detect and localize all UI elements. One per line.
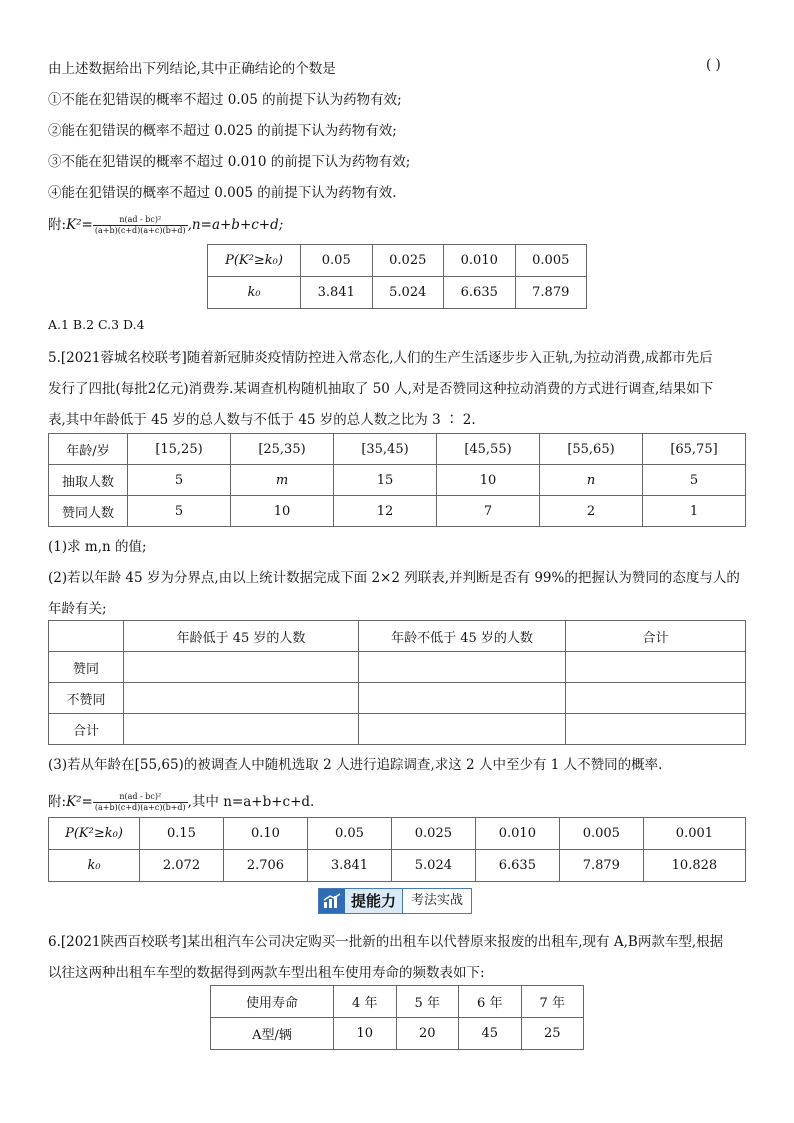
q6-intro-1: 6.[2021陕西百校联考]某出租汽车公司决定购买一批新的出租车以代替原来报废的出租车,现有 A,B两款车型,根据	[48, 934, 724, 950]
contingency-cell	[566, 714, 746, 745]
q4-table-cell: 7.879	[515, 277, 587, 309]
q6-table-cell: 45	[459, 1018, 522, 1050]
q5-crit-cell: 0.005	[559, 818, 643, 850]
q5-table-cell: 15	[334, 465, 437, 496]
q4-options: A.1 B.2 C.3 D.4	[48, 317, 145, 332]
q5-intro-1: 5.[2021蓉城名校联考]随着新冠肺炎疫情防控进入常态化,人们的生产生活逐步步入正轨,为拉动消费,成都市先后	[48, 350, 713, 366]
q5-critical-table	[48, 817, 746, 882]
q5-table-cell: 5	[643, 465, 746, 496]
q4-table-cell: 0.005	[515, 245, 587, 277]
q5-crit-cell: 6.635	[475, 850, 559, 882]
q5-crit-row1-head: P(K²≥k₀)	[49, 818, 140, 850]
q4-table-cell: 0.025	[372, 245, 444, 277]
q5-crit-cell: 0.010	[475, 818, 559, 850]
chart-up-icon	[319, 889, 345, 913]
banner-subtitle: 考法实战	[402, 889, 471, 913]
q6-table-head: 6 年	[459, 986, 522, 1018]
q5-table-cell: 7	[437, 496, 540, 527]
contingency-cell	[359, 683, 566, 714]
q5-intro-3: 表,其中年龄低于 45 岁的总人数与不低于 45 岁的总人数之比为 3 ∶ 2.	[48, 412, 476, 428]
q4-formula	[48, 213, 283, 236]
q5-crit-cell: 0.025	[391, 818, 475, 850]
q5-crit-cell: 0.05	[307, 818, 391, 850]
banner-title: 提能力	[345, 889, 402, 913]
q6-table-cell: 20	[396, 1018, 459, 1050]
q5-table-cell: m	[231, 465, 334, 496]
contingency-cell	[566, 683, 746, 714]
q6-table-cell: 25	[521, 1018, 584, 1050]
q4-stem: 由上述数据给出下列结论,其中正确结论的个数是	[48, 61, 336, 77]
q4-item-2: ②能在犯错误的概率不超过 0.025 的前提下认为药物有效;	[48, 123, 397, 139]
q6-table-head: 7 年	[521, 986, 584, 1018]
formula-k2: K²=	[66, 794, 93, 810]
q4-table-cell: 0.010	[444, 245, 516, 277]
q5-table-head: [15,25)	[128, 434, 231, 465]
formula-fraction	[93, 215, 188, 236]
q5-table-head: [65,75]	[643, 434, 746, 465]
q4-table-cell: 0.05	[301, 245, 373, 277]
contingency-row-label: 赞同	[49, 652, 124, 683]
contingency-head: 合计	[566, 621, 746, 652]
formula-prefix: 附:	[48, 794, 67, 810]
q5-crit-row2-head: k₀	[49, 850, 140, 882]
q5-table-cell: 10	[231, 496, 334, 527]
q5-intro-2: 发行了四批(每批2亿元)消费券.某调查机构随机抽取了 50 人,对是否赞同这种拉动消费的方式进行调查,结果如下	[48, 381, 714, 397]
contingency-cell	[124, 652, 359, 683]
section-banner	[318, 888, 472, 914]
q5-crit-cell: 0.10	[223, 818, 307, 850]
q5-crit-cell: 2.072	[140, 850, 224, 882]
q5-table-cell: 抽取人数	[49, 465, 128, 496]
q5-age-table	[48, 433, 746, 527]
q5-table-cell: 2	[540, 496, 643, 527]
formula-denominator: (a+b)(c+d)(a+c)(b+d)	[94, 226, 186, 235]
q5-table-cell: 10	[437, 465, 540, 496]
formula-numerator: n(ad - bc)²	[93, 215, 188, 226]
contingency-cell	[124, 714, 359, 745]
q5-table-cell: 5	[128, 465, 231, 496]
q4-item-3: ③不能在犯错误的概率不超过 0.010 的前提下认为药物有效;	[48, 154, 411, 170]
q4-table-cell: 5.024	[372, 277, 444, 309]
q5-part3: (3)若从年龄在[55,65)的被调查人中随机选取 2 人进行追踪调查,求这 2 人中至少有 1 人不赞同的概率.	[48, 757, 663, 773]
q5-table-cell: n	[540, 465, 643, 496]
q5-table-head: [45,55)	[437, 434, 540, 465]
q5-part2-line1: (2)若以年龄 45 岁为分界点,由以上统计数据完成下面 2×2 列联表,并判断是否有 99%的把握认为赞同的态度与人的	[48, 570, 740, 586]
q5-crit-cell: 0.001	[643, 818, 745, 850]
q5-table-cell: 5	[128, 496, 231, 527]
q6-table-cell: 10	[334, 1018, 397, 1050]
q4-item-1: ①不能在犯错误的概率不超过 0.05 的前提下认为药物有效;	[48, 92, 402, 108]
q5-contingency-table	[48, 620, 746, 745]
formula-prefix: 附:	[48, 217, 67, 233]
contingency-cell	[566, 652, 746, 683]
q5-crit-cell: 7.879	[559, 850, 643, 882]
q5-crit-cell: 3.841	[307, 850, 391, 882]
q5-part2-line2: 年龄有关;	[48, 601, 107, 617]
formula-suffix: ,n=a+b+c+d;	[187, 217, 284, 233]
answer-parenthesis: ( )	[706, 57, 721, 73]
q4-item-4: ④能在犯错误的概率不超过 0.005 的前提下认为药物有效.	[48, 185, 397, 201]
q5-table-cell: 1	[643, 496, 746, 527]
q5-part1: (1)求 m,n 的值;	[48, 539, 147, 555]
q5-table-head: [55,65)	[540, 434, 643, 465]
q5-table-head: [25,35)	[231, 434, 334, 465]
contingency-head	[49, 621, 124, 652]
contingency-row-label: 不赞同	[49, 683, 124, 714]
q4-table-row2-head: k₀	[208, 277, 301, 309]
formula-numerator: n(ad - bc)²	[93, 792, 188, 803]
q6-lifespan-table	[210, 985, 584, 1050]
formula-k2: K²=	[66, 217, 93, 233]
q5-table-cell: 12	[334, 496, 437, 527]
contingency-cell	[124, 683, 359, 714]
formula-suffix: ,其中 n=a+b+c+d.	[187, 794, 315, 810]
contingency-cell	[359, 714, 566, 745]
q4-table-cell: 3.841	[301, 277, 373, 309]
q6-table-head: 4 年	[334, 986, 397, 1018]
q6-table-head: 5 年	[396, 986, 459, 1018]
contingency-head: 年龄不低于 45 岁的人数	[359, 621, 566, 652]
q4-table-row1-head: P(K²≥k₀)	[208, 245, 301, 277]
q5-crit-cell: 0.15	[140, 818, 224, 850]
q4-table-cell: 6.635	[444, 277, 516, 309]
q5-table-head: [35,45)	[334, 434, 437, 465]
q6-table-row-label: A型/辆	[211, 1018, 334, 1050]
contingency-head: 年龄低于 45 岁的人数	[124, 621, 359, 652]
contingency-row-label: 合计	[49, 714, 124, 745]
q5-crit-cell: 5.024	[391, 850, 475, 882]
q5-crit-cell: 10.828	[643, 850, 745, 882]
formula-fraction	[93, 792, 188, 813]
q5-table-cell: 赞同人数	[49, 496, 128, 527]
q6-intro-2: 以往这两种出租车车型的数据得到两款车型出租车使用寿命的频数表如下:	[48, 965, 485, 981]
q5-crit-cell: 2.706	[223, 850, 307, 882]
q5-formula	[48, 790, 314, 813]
q6-table-head: 使用寿命	[211, 986, 334, 1018]
q5-table-head: 年龄/岁	[49, 434, 128, 465]
q4-critical-table	[207, 244, 587, 309]
formula-denominator: (a+b)(c+d)(a+c)(b+d)	[94, 803, 186, 812]
contingency-cell	[359, 652, 566, 683]
